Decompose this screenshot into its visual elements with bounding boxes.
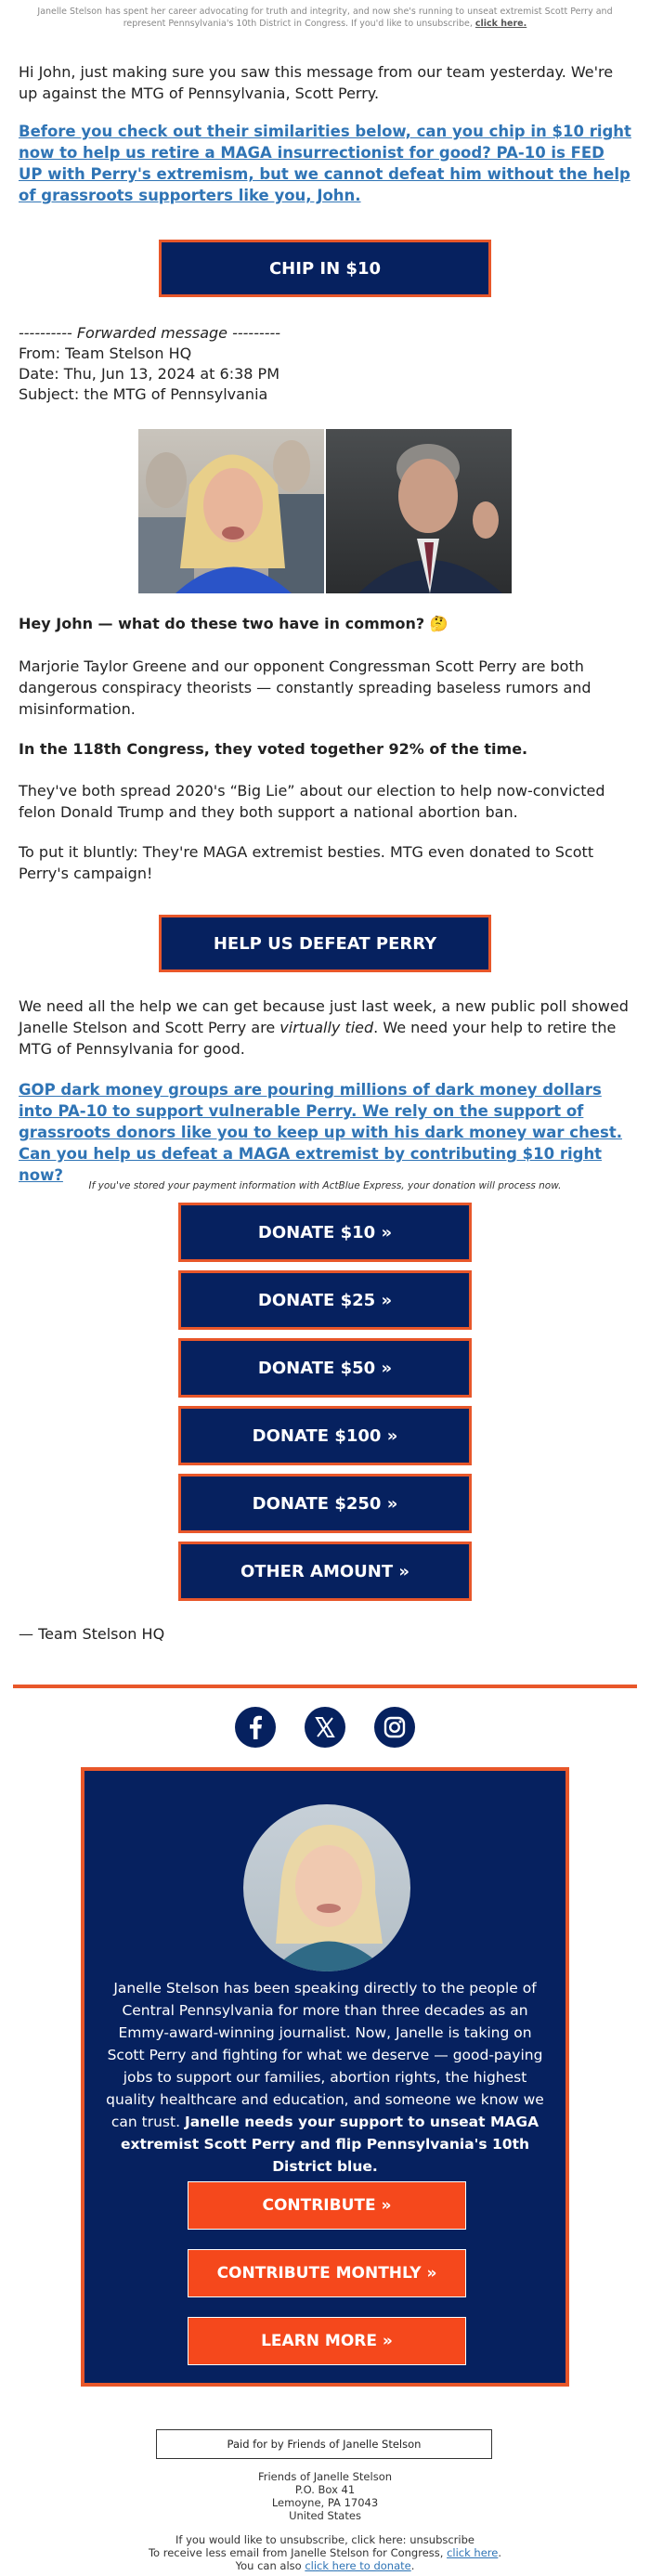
other-amount-button[interactable]: OTHER AMOUNT »	[178, 1542, 472, 1601]
appeal-link-top[interactable]: Before you check out their similarities below, can you chip in $10 right now to help us retire a MAGA insurrectionist for good? PA-10 is FED UP with Perry's extremism, but we cannot defeat him without the help of grassroots supporters like you, John.	[19, 123, 631, 204]
address-line: P.O. Box 41	[294, 2483, 356, 2496]
greeting: Hey John — what do these two have in common? 🤔	[19, 615, 448, 632]
less-email-line: To receive less email from Janelle Stelson for Congress, click here.	[148, 2546, 501, 2559]
donate-link[interactable]: click here to donate	[305, 2559, 411, 2572]
contribute-button[interactable]: CONTRIBUTE »	[188, 2181, 466, 2230]
bio-text: Janelle Stelson has been speaking directly to the people of Central Pennsylvania for more than three decades as an Emmy-award-winning journalist. Now, Janelle is taking on Scott Perry and fighting for what we deserve — good-paying jobs to support our families, abortion rights, the highest quality healthcare and education, and someone we know we can trust.	[106, 1980, 544, 2130]
less-email-link[interactable]: click here	[447, 2546, 499, 2559]
poll-text-italic: virtually tied	[280, 1019, 374, 1036]
less-email-text: To receive less email from Janelle Stelson for Congress,	[148, 2546, 444, 2559]
appeal-link-bottom[interactable]: GOP dark money groups are pouring millions of dark money dollars into PA-10 to support vulnerable Perry. We rely on the support of grassroots donors like you to keep up with his dark money war chest. Can you help us defeat a MAGA extremist by contributing $10 right now?	[19, 1081, 622, 1184]
actblue-note: If you've stored your payment information with ActBlue Express, your donation will process now.	[88, 1180, 562, 1191]
learn-more-button[interactable]: LEARN MORE »	[188, 2317, 466, 2365]
paragraph-voting-record: In the 118th Congress, they voted together 92% of the time.	[19, 740, 528, 758]
paragraph-besties: To put it bluntly: They're MAGA extremist besties. MTG even donated to Scott Perry's campaign!	[19, 843, 594, 882]
donate-10-button[interactable]: DONATE $10 »	[178, 1203, 472, 1262]
address-line: Lemoyne, PA 17043	[271, 2496, 379, 2509]
forwarded-subject: Subject: the MTG of Pennsylvania	[19, 385, 268, 403]
donate-50-button[interactable]: DONATE $50 »	[178, 1338, 472, 1398]
donate-250-button[interactable]: DONATE $250 »	[178, 1474, 472, 1533]
contribute-monthly-button[interactable]: CONTRIBUTE MONTHLY »	[188, 2249, 466, 2297]
defeat-perry-button[interactable]: HELP US DEFEAT PERRY	[159, 915, 491, 972]
candidate-bio	[105, 1977, 545, 2178]
bio-bold-text: Janelle needs your support to unseat MAGA extremist Scott Perry and flip Pennsylvania's 10th District blue.	[120, 2114, 540, 2175]
candidate-panel	[81, 1767, 569, 2387]
perry-photo	[326, 429, 512, 593]
unsubscribe-line[interactable]: If you would like to unsubscribe, click here: unsubscribe	[176, 2533, 474, 2546]
x-icon[interactable]	[305, 1707, 345, 1748]
chip-in-button[interactable]: CHIP IN $10	[159, 240, 491, 297]
instagram-icon[interactable]	[374, 1707, 415, 1748]
address-line: Friends of Janelle Stelson	[257, 2470, 393, 2483]
donate-100-button[interactable]: DONATE $100 »	[178, 1406, 472, 1465]
donate-line-text: You can also	[235, 2559, 302, 2572]
mtg-photo	[138, 429, 324, 593]
poll-text-before: We need all the help we can get because just last week, a new public poll showed Janelle Stelson and Scott Perry are	[19, 997, 629, 1036]
candidate-avatar	[243, 1804, 410, 1971]
facebook-icon[interactable]	[235, 1707, 276, 1748]
forwarded-date: Date: Thu, Jun 13, 2024 at 6:38 PM	[19, 365, 280, 383]
paragraph-big-lie: They've both spread 2020's “Big Lie” about our election to help now-convicted felon Donald Trump and they both support a national abortion ban.	[19, 782, 605, 821]
preheader	[37, 6, 613, 30]
donate-line: You can also click here to donate.	[235, 2559, 415, 2572]
poll-text-after: . We need your help to retire the MTG of Pennsylvania for good.	[19, 1019, 617, 1058]
unsubscribe-section	[46, 2533, 604, 2572]
forwarded-header	[19, 323, 631, 405]
preheader-unsubscribe-link[interactable]: click here.	[474, 19, 527, 29]
signoff: — Team Stelson HQ	[19, 1625, 165, 1643]
section-divider	[13, 1685, 637, 1688]
paragraph-poll	[19, 995, 631, 1060]
forwarded-label: ---------- Forwarded message ---------	[19, 324, 281, 342]
address-line: United States	[289, 2509, 361, 2522]
paid-for-disclaimer: Paid for by Friends of Janelle Stelson	[156, 2429, 492, 2459]
forwarded-from: From: Team Stelson HQ	[19, 345, 192, 362]
preheader-text: Janelle Stelson has spent her career advocating for truth and integrity, and now she's running to unseat extremist Scott Perry and represent Pennsylvania's 10th District in Congress. If you'd like to unsubscribe,	[37, 7, 613, 29]
donate-25-button[interactable]: DONATE $25 »	[178, 1270, 472, 1330]
paragraph-conspiracy: Marjorie Taylor Greene and our opponent Congressman Scott Perry are both dangerous conspiracy theorists — constantly spreading baseless rumors and misinformation.	[19, 657, 592, 718]
intro-paragraph: Hi John, just making sure you saw this message from our team yesterday. We're up against the MTG of Pennsylvania, Scott Perry.	[19, 63, 614, 102]
mailing-address	[93, 2470, 557, 2522]
